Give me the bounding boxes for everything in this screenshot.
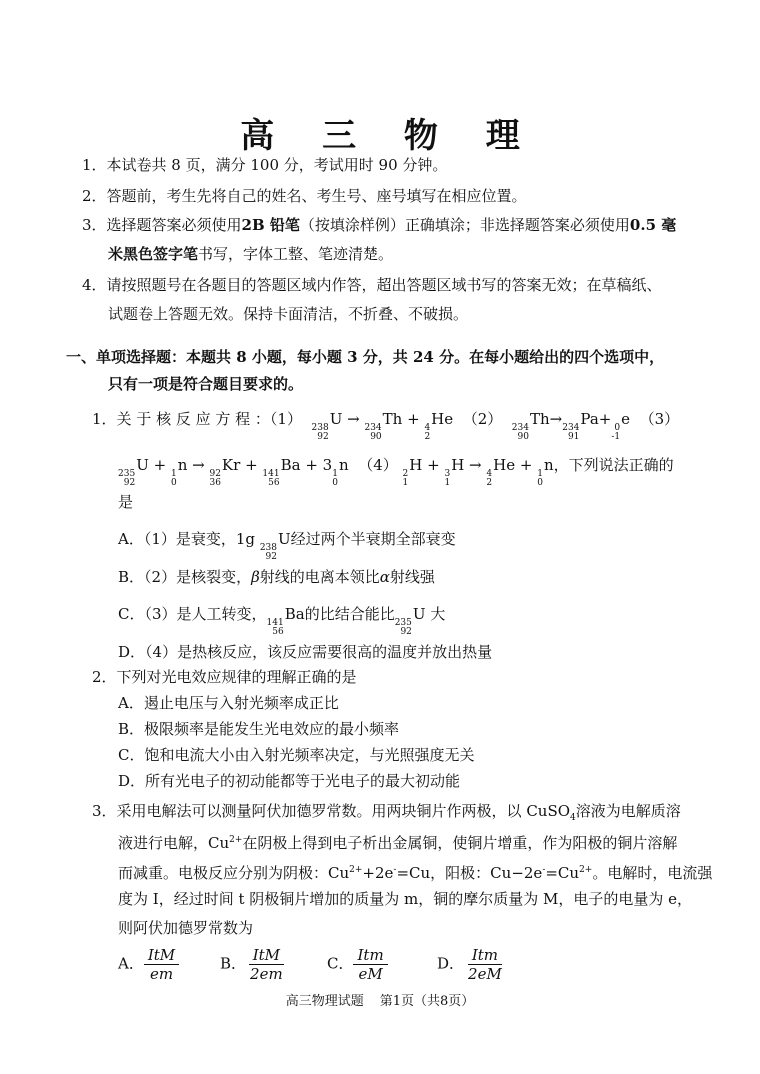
- fraction: [464, 946, 506, 983]
- q3-stem-line5: 则阿伏加德罗常数为: [118, 919, 254, 937]
- note-3-c: （按填涂样例）正确填涂；非选择题答案必须使用: [299, 216, 630, 234]
- q1-option-a-post: 经过两个半衰期全部衰变: [290, 530, 456, 548]
- q2-option-a: A．遏止电压与入射光频率成正比: [118, 694, 339, 712]
- note-1: 1．本试卷共 8 页，满分 100 分，考试用时 90 分钟。: [82, 156, 448, 174]
- q1-option-c: C．（3）是人工转变， 141 56 Ba的比结合能比 235 92 U 大: [118, 605, 446, 637]
- q3-l2b: 在阴极上得到电子析出金属铜，使铜片增重，作为阳极的铜片溶解: [242, 834, 678, 852]
- q3-stem-line4: 度为 I，经过时间 t 阴极铜片增加的质量为 m，铜的摩尔质量为 M，电子的电量为 e，: [118, 890, 693, 908]
- q2-option-d: D．所有光电子的初动能都等于光电子的最大初动能: [118, 772, 461, 790]
- q1-option-a: A．（1）是衰变，1g 238 92 U经过两个半衰期全部衰变: [118, 530, 456, 562]
- note-3-a: 3．选择题答案必须使用: [82, 216, 242, 234]
- section-1-heading-line2: 只有一项是符合题目要求的。: [108, 375, 304, 393]
- page-title: 高 三 物 理: [240, 116, 538, 156]
- q3-option-label: C．: [327, 954, 354, 973]
- q3-option-c: [327, 946, 388, 983]
- q1-option-b-pre: B．（2）是核裂变，: [118, 568, 252, 586]
- q3-l3d: =Cu: [545, 864, 580, 882]
- q1-tail: ，下列说法正确的: [553, 456, 674, 474]
- footer-exam-name: 高三物理试题: [285, 994, 364, 1009]
- q1-option-b: [118, 567, 435, 587]
- q1-option-b-mid: 射线的电离本领比: [259, 568, 380, 586]
- denominator: eM: [358, 965, 383, 983]
- q3-option-label: D．: [437, 954, 465, 973]
- note-4-line1: 4．请按照题号在各题目的答题区域内作答，超出答题区域书写的答案无效；在草稿纸、: [82, 276, 662, 294]
- q1-option-a-pre: A．（1）是衰变，1g: [118, 530, 256, 548]
- q3-stem-line3: 而减重。电极反应分别为阴极：$Cu^{2+}+2e^-=Cu$，阳极：$Cu-2e^-=Cu^{2+}$。电解时，电流强: [118, 864, 713, 882]
- q3-l3c: =Cu，阳极：Cu−2e: [396, 864, 543, 882]
- footer-page-number: 第1页（共8页）: [379, 994, 475, 1009]
- q1-label-2: （2）: [462, 410, 503, 428]
- note-3-d: 0.5 毫: [629, 216, 677, 234]
- q1-stem-line2: 235 92 U + 1 0 n → 92 36 Kr + 141 56 Ba + 3 1 0 n （4） 2 1 H + 3 1 H → 4 2 He + 1 0 n，下列说法正确的: [118, 456, 674, 488]
- q1-stem-line1: 1．关 于 核 反 应 方 程 ：（1） 238 92 U → 234 90 Th + 4 2 He （2） 234 90 Th→ 234 91 Pa+ 0 -1 e （3）: [92, 410, 680, 442]
- fraction: [144, 946, 179, 983]
- numerator: ItM: [249, 946, 284, 965]
- q3-stem-line2: 液进行电解，$Cu^{2+}$在阴极上得到电子析出金属铜，使铜片增重，作为阳极的铜片溶解: [118, 834, 678, 852]
- fraction: [353, 946, 387, 983]
- q3-l1b: 溶液为电解质溶: [575, 802, 681, 820]
- q1-label-3: （3）: [639, 410, 680, 428]
- q2-option-c: C．饱和电流大小由入射光频率决定，与光照强度无关: [118, 746, 475, 764]
- q3-l1a: 3．采用电解法可以测量阿伏加德罗常数。用两块铜片作两极，以 CuSO: [92, 802, 571, 820]
- q1-option-c-mid: 的比结合能比: [304, 605, 395, 623]
- q1-label-4: （4）: [358, 456, 398, 474]
- denominator: 2em: [250, 965, 283, 983]
- q1-stem-line3: 是: [118, 493, 134, 511]
- q3-l2a: 液进行电解，Cu: [118, 834, 230, 852]
- q2-option-b: B．极限频率是能发生光电效应的最小频率: [118, 720, 400, 738]
- numerator: ItM: [144, 946, 179, 965]
- q1-option-d: D．（4）是热核反应，该反应需要很高的温度并放出热量: [118, 643, 493, 661]
- fraction: [246, 946, 287, 983]
- note-3-line1: [82, 215, 676, 235]
- q3-option-d: [437, 946, 506, 983]
- note-4-line2: 试题卷上答题无效。保持卡面清洁，不折叠、不破损。: [108, 305, 469, 323]
- note-3-f: 书写，字体工整、笔迹清楚。: [198, 245, 394, 263]
- numerator: Itm: [353, 946, 387, 965]
- numerator: Itm: [468, 946, 502, 965]
- q1-option-c-pre: C．（3）是人工转变，: [118, 605, 267, 623]
- page-footer: [0, 990, 760, 1009]
- beta-symbol: β: [251, 568, 260, 586]
- q3-l3e: 。电解时，电流强: [592, 864, 713, 882]
- note-3-e: 米黑色签字笔: [108, 245, 199, 263]
- note-3-b: 2B 铅笔: [241, 216, 300, 234]
- denominator: em: [149, 965, 174, 983]
- q1-intro: 1．关 于 核 反 应 方 程 ：（1）: [92, 410, 302, 428]
- q2-stem: 2．下列对光电效应规律的理解正确的是: [92, 668, 357, 686]
- q1-option-b-post: 射线强: [389, 568, 435, 586]
- note-3-line2: [108, 244, 393, 264]
- denominator: 2eM: [468, 965, 502, 983]
- q3-option-label: B．: [220, 954, 247, 973]
- q3-option-a: [118, 946, 179, 983]
- q3-option-label: A．: [118, 954, 144, 973]
- q3-option-b: [220, 946, 287, 983]
- q3-l3b: +2e: [362, 864, 394, 882]
- q3-l3a: 而减重。电极反应分别为阴极：Cu: [118, 864, 350, 882]
- section-1-heading: 一、单项选择题：本题共 8 小题，每小题 3 分，共 24 分。在每小题给出的四个选项中，: [66, 348, 665, 366]
- note-2: 2．答题前，考生先将自己的姓名、考生号、座号填写在相应位置。: [82, 187, 527, 205]
- alpha-symbol: α: [379, 568, 390, 586]
- q3-stem-line1: 3．采用电解法可以测量阿伏加德罗常数。用两块铜片作两极，以 CuSO$_4$溶液为电解质溶: [92, 802, 681, 823]
- q1-option-c-post: 大: [430, 605, 446, 623]
